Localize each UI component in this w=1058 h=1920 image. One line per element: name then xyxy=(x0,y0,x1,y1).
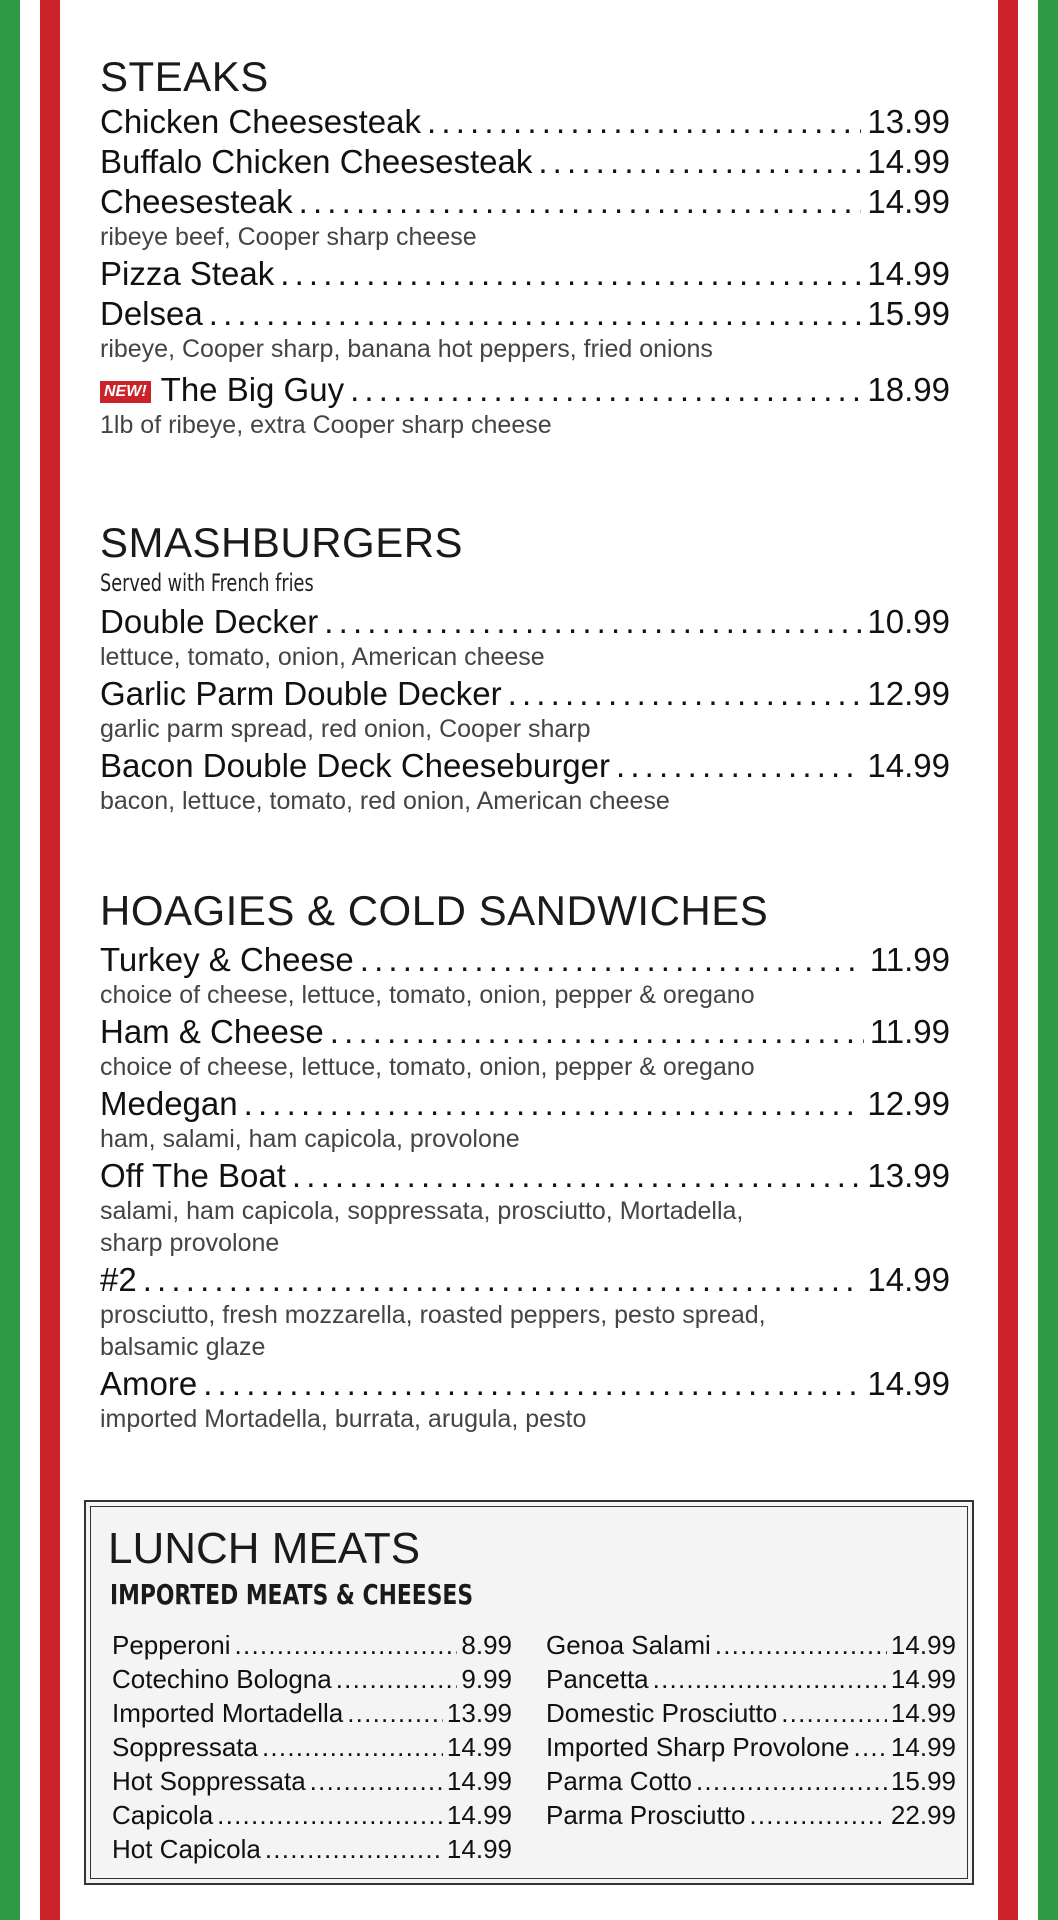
item-name: Soppressata xyxy=(112,1732,258,1762)
new-badge: NEW! xyxy=(100,381,151,403)
item-price: 15.99 xyxy=(867,295,950,332)
hoagies-section xyxy=(100,886,950,1436)
item-price: 14.99 xyxy=(890,1664,956,1694)
item-price: 12.99 xyxy=(867,1085,950,1122)
item-description: garlic parm spread, red onion, Cooper sharp xyxy=(100,715,591,743)
item-name: Delsea xyxy=(100,295,203,332)
menu-item xyxy=(100,102,950,142)
item-price: 10.99 xyxy=(867,603,950,640)
item-description: ribeye, Cooper sharp, banana hot peppers, fried onions xyxy=(100,335,713,363)
menu-item xyxy=(100,294,950,334)
lunch-meats-left-column xyxy=(112,1628,512,1866)
item-price: 13.99 xyxy=(446,1698,512,1728)
item-price: 9.99 xyxy=(461,1664,512,1694)
item-price: 14.99 xyxy=(890,1732,956,1762)
item-name: Hot Capicola xyxy=(112,1834,261,1864)
menu-item xyxy=(100,940,950,980)
meat-item xyxy=(112,1662,512,1696)
dot-leader xyxy=(653,1662,887,1696)
item-name: Domestic Prosciutto xyxy=(546,1698,778,1728)
dot-leader xyxy=(336,1662,458,1696)
meat-item xyxy=(546,1764,956,1798)
item-price: 14.99 xyxy=(867,255,950,292)
item-description: imported Mortadella, burrata, arugula, pesto xyxy=(100,1405,587,1433)
item-name: Pepperoni xyxy=(112,1630,231,1660)
meat-item xyxy=(546,1696,956,1730)
menu-item xyxy=(100,182,950,222)
flag-stripe-white-right xyxy=(1018,0,1038,1920)
item-description: bacon, lettuce, tomato, red onion, American cheese xyxy=(100,787,670,815)
item-name: The Big Guy xyxy=(160,371,345,408)
menu-item xyxy=(100,602,950,642)
item-name: Turkey & Cheese xyxy=(100,941,354,978)
item-name: Off The Boat xyxy=(100,1157,286,1194)
section-title: LUNCH MEATS xyxy=(108,1524,421,1573)
item-price: 14.99 xyxy=(890,1698,956,1728)
dot-leader xyxy=(265,1832,443,1866)
item-price: 22.99 xyxy=(890,1800,956,1830)
item-description: salami, ham capicola, soppressata, prosciutto, Mortadella, xyxy=(100,1197,744,1225)
dot-leader xyxy=(715,1628,887,1662)
item-description: choice of cheese, lettuce, tomato, onion, pepper & oregano xyxy=(100,981,755,1009)
item-price: 14.99 xyxy=(890,1630,956,1660)
item-description: prosciutto, fresh mozzarella, roasted peppers, pesto spread, xyxy=(100,1301,766,1329)
menu-item xyxy=(100,370,950,410)
menu-item xyxy=(100,1012,950,1052)
item-price: 14.99 xyxy=(446,1766,512,1796)
dot-leader xyxy=(244,1084,862,1124)
item-name: Medegan xyxy=(100,1085,238,1122)
item-price: 14.99 xyxy=(867,143,950,180)
meat-item xyxy=(112,1628,512,1662)
item-description-cont: balsamic glaze xyxy=(100,1333,266,1361)
dot-leader xyxy=(360,940,864,980)
item-price: 14.99 xyxy=(446,1732,512,1762)
section-title: STEAKS xyxy=(100,53,269,100)
dot-leader xyxy=(217,1798,443,1832)
item-description-cont: sharp provolone xyxy=(100,1229,280,1257)
item-description: 1lb of ribeye, extra Cooper sharp cheese xyxy=(100,411,552,439)
dot-leader xyxy=(696,1764,887,1798)
item-name: Amore xyxy=(100,1365,198,1402)
dot-leader xyxy=(427,102,861,142)
flag-stripe-red-left xyxy=(40,0,60,1920)
item-name: Cotechino Bologna xyxy=(112,1664,332,1694)
steaks-section xyxy=(100,52,950,442)
item-price: 8.99 xyxy=(461,1630,512,1660)
dot-leader xyxy=(781,1696,887,1730)
smashburgers-section xyxy=(100,518,950,818)
item-price: 14.99 xyxy=(446,1834,512,1864)
meat-item xyxy=(112,1764,512,1798)
dot-leader xyxy=(262,1730,443,1764)
item-name: Genoa Salami xyxy=(546,1630,711,1660)
meat-item xyxy=(546,1798,956,1832)
item-description: lettuce, tomato, onion, American cheese xyxy=(100,643,545,671)
section-subtitle: Served with French fries xyxy=(100,569,314,597)
dot-leader xyxy=(280,254,861,294)
item-price: 15.99 xyxy=(890,1766,956,1796)
item-price: 14.99 xyxy=(867,1365,950,1402)
item-name: Imported Sharp Provolone xyxy=(546,1732,850,1762)
lunch-meats-right-column xyxy=(546,1628,956,1832)
menu-item xyxy=(100,1364,950,1404)
item-name: Parma Prosciutto xyxy=(546,1800,746,1830)
dot-leader xyxy=(292,1156,862,1196)
dot-leader xyxy=(203,1364,861,1404)
meat-item xyxy=(546,1730,956,1764)
section-title: HOAGIES & COLD SANDWICHES xyxy=(100,887,769,934)
menu-item xyxy=(100,746,950,786)
flag-stripe-green-right xyxy=(1038,0,1058,1920)
item-price: 14.99 xyxy=(867,183,950,220)
item-price: 18.99 xyxy=(867,371,950,408)
meat-item xyxy=(546,1662,956,1696)
item-description: ham, salami, ham capicola, provolone xyxy=(100,1125,520,1153)
meat-item xyxy=(112,1696,512,1730)
meat-item xyxy=(112,1730,512,1764)
dot-leader xyxy=(508,674,862,714)
dot-leader xyxy=(330,1012,864,1052)
meat-item xyxy=(546,1628,956,1662)
flag-stripe-white-left xyxy=(20,0,40,1920)
item-price: 11.99 xyxy=(869,941,950,978)
section-title: SMASHBURGERS xyxy=(100,519,464,566)
item-price: 12.99 xyxy=(867,675,950,712)
item-name: Chicken Cheesesteak xyxy=(100,103,422,140)
dot-leader xyxy=(347,1696,443,1730)
item-name: Imported Mortadella xyxy=(112,1698,344,1728)
dot-leader xyxy=(854,1730,887,1764)
item-name: Pizza Steak xyxy=(100,255,275,292)
lunch-meats-box xyxy=(84,1500,974,1885)
item-price: 14.99 xyxy=(867,1261,950,1298)
dot-leader xyxy=(209,294,862,334)
dot-leader xyxy=(749,1798,887,1832)
menu-item xyxy=(100,1156,950,1196)
item-name: Pancetta xyxy=(546,1664,649,1694)
item-name: Parma Cotto xyxy=(546,1766,692,1796)
item-name: Buffalo Chicken Cheesesteak xyxy=(100,143,533,180)
item-price: 14.99 xyxy=(867,747,950,784)
menu-item xyxy=(100,1260,950,1300)
item-name: Garlic Parm Double Decker xyxy=(100,675,502,712)
item-name: #2 xyxy=(100,1261,137,1298)
flag-stripe-red-right xyxy=(998,0,1018,1920)
item-price: 13.99 xyxy=(867,103,950,140)
dot-leader xyxy=(616,746,861,786)
dot-leader xyxy=(299,182,862,222)
item-description: ribeye beef, Cooper sharp cheese xyxy=(100,223,477,251)
section-subtitle: IMPORTED MEATS & CHEESES xyxy=(110,1578,474,1611)
item-name: Double Decker xyxy=(100,603,319,640)
dot-leader xyxy=(350,370,861,410)
item-name: Bacon Double Deck Cheeseburger xyxy=(100,747,610,784)
menu-item xyxy=(100,674,950,714)
menu-item xyxy=(100,1084,950,1124)
dot-leader xyxy=(538,142,861,182)
dot-leader xyxy=(324,602,861,642)
menu-item xyxy=(100,142,950,182)
item-name: Ham & Cheese xyxy=(100,1013,324,1050)
item-price: 11.99 xyxy=(869,1013,950,1050)
flag-stripe-green-left xyxy=(0,0,20,1920)
dot-leader xyxy=(310,1764,443,1798)
meat-item xyxy=(112,1832,512,1866)
item-name: Cheesesteak xyxy=(100,183,293,220)
item-description: choice of cheese, lettuce, tomato, onion, pepper & oregano xyxy=(100,1053,755,1081)
item-name-with-badge xyxy=(100,370,344,410)
item-name: Hot Soppressata xyxy=(112,1766,306,1796)
meat-item xyxy=(112,1798,512,1832)
item-name: Capicola xyxy=(112,1800,214,1830)
dot-leader xyxy=(235,1628,458,1662)
menu-item xyxy=(100,254,950,294)
dot-leader xyxy=(143,1260,862,1300)
item-price: 14.99 xyxy=(446,1800,512,1830)
item-price: 13.99 xyxy=(867,1157,950,1194)
